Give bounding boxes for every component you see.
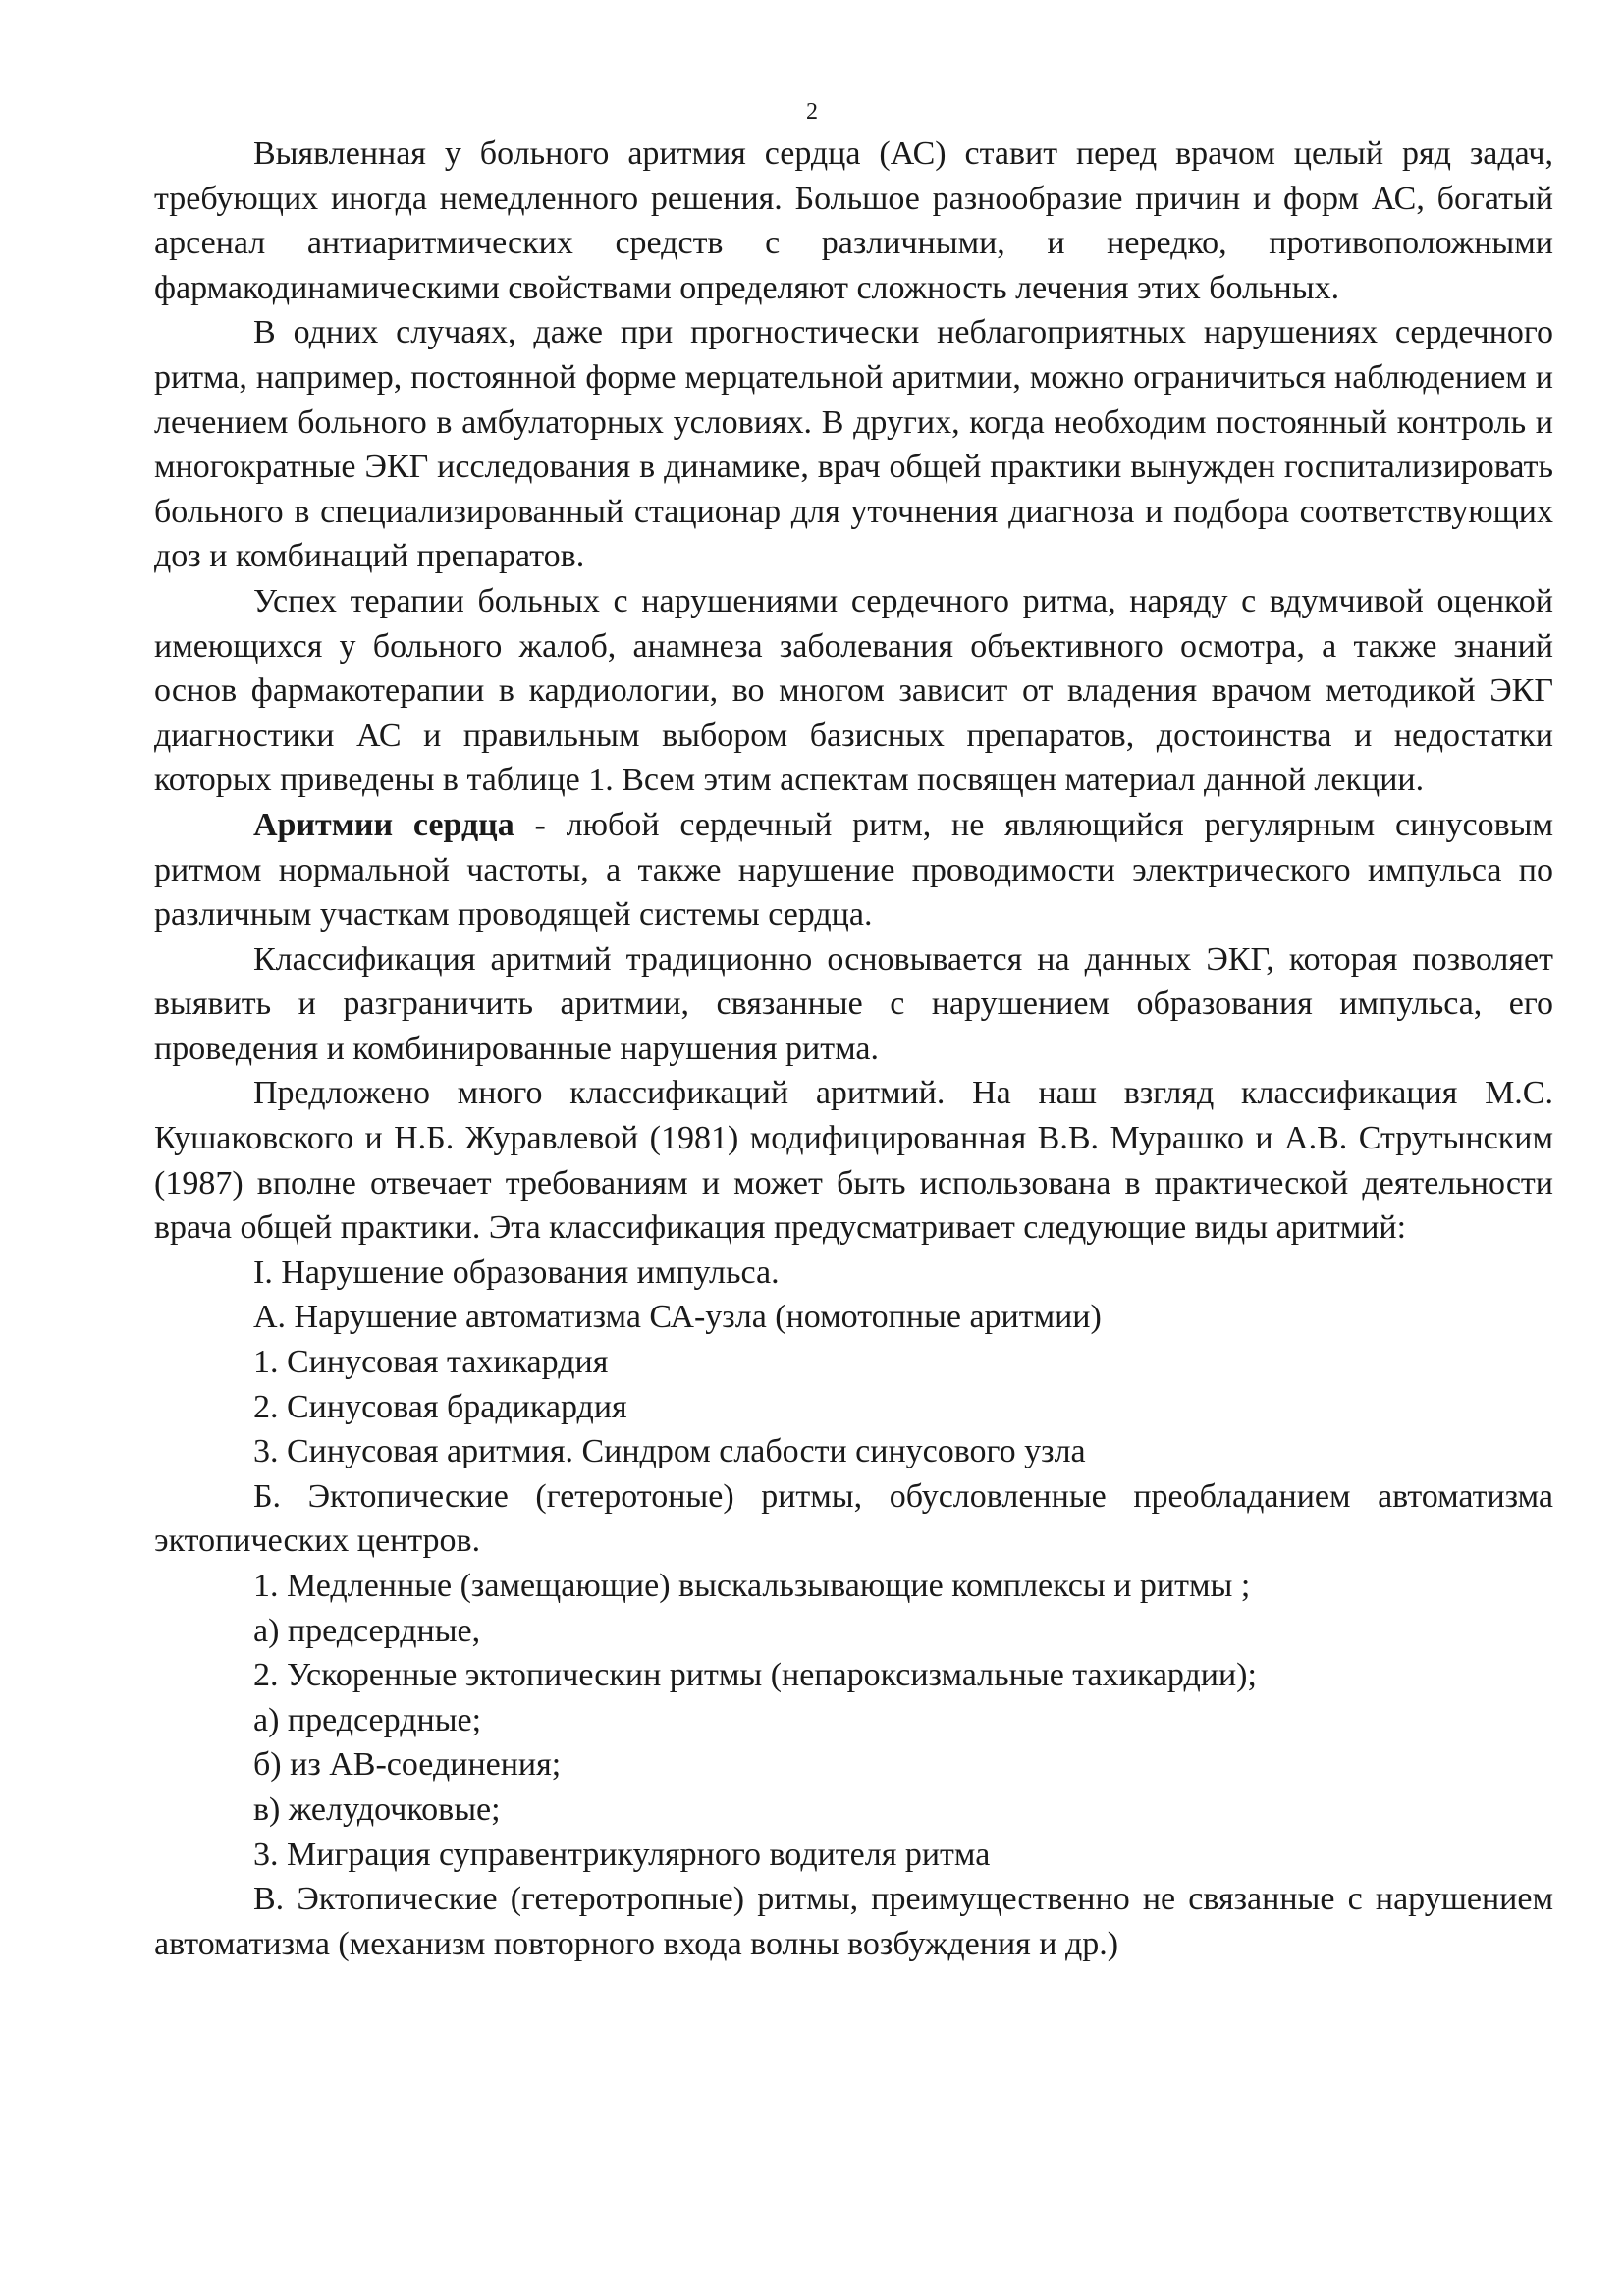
classification-item: 2. Ускоренные эктопическин ритмы (непароксизмальные тахикардии); bbox=[253, 1657, 1257, 1694]
document-body bbox=[154, 132, 1553, 1966]
classification-item: в) желудочковые; bbox=[253, 1790, 501, 1828]
classification-item: 3. Синусовая аритмия. Синдром слабости синусового узла bbox=[253, 1433, 1086, 1470]
definition-term: Аритмии сердца bbox=[253, 806, 514, 843]
classification-item: В. Эктопические (гетеротропные) ритмы, преимущественно не связанные с нарушением автоматизма (механизм повторного входа волны возбуждения и др.) bbox=[154, 1881, 1553, 1962]
classification-item: Б. Эктопические (гетеротоные) ритмы, обусловленные преобладанием автоматизма эктопических центров. bbox=[154, 1477, 1553, 1560]
classification-item: 1. Синусовая тахикардия bbox=[253, 1344, 609, 1381]
paragraph-therapy-success: Успех терапии больных с нарушениями сердечного ритма, наряду с вдумчивой оценкой имеющихся у больного жалоб, анамнеза заболевания объективного осмотра, а также знаний основ фармакотерапии в кардиологии, во многом зависит от владения врачом методикой ЭКГ диагностики АС и правильным выбором базисных препаратов, достоинства и недостатки которых приведены в таблице 1. Всем этим аспектам посвящен материал данной лекции. bbox=[154, 582, 1553, 799]
classification-item: 3. Миграция суправентрикулярного водителя ритма bbox=[253, 1836, 991, 1873]
paragraph-treatment-settings: В одних случаях, даже при прогностически неблагоприятных нарушениях сердечного ритма, например, постоянной форме мерцательной аритмии, можно ограничиться наблюдением и лечением больного в амбулаторных условиях. В других, когда необходим постоянный контроль и многократные ЭКГ исследования в динамике, врач общей практики вынужден госпитализировать больного в специализированный стационар для уточнения диагноза и подбора соответствующих доз и комбинаций препаратов. bbox=[154, 314, 1553, 575]
classification-item: А. Нарушение автоматизма СА-узла (номотопные аритмии) bbox=[253, 1299, 1102, 1336]
classification-item: 2. Синусовая брадикардия bbox=[253, 1388, 627, 1425]
paragraph-classification-intro: Предложено много классификаций аритмий. На наш взгляд классификация М.С. Кушаковского и Н.Б. Журавлевой (1981) модифицированная В.В. Мурашко и А.В. Струтынским (1987) вполне отвечает требованиям и может быть использована в практической деятельности врача общей практики. Эта классификация предусматривает следующие виды аритмий: bbox=[154, 1075, 1553, 1247]
classification-item: а) предсердные, bbox=[253, 1612, 481, 1649]
definition-text: - любой сердечный ритм, не являющийся регулярным синусовым ритмом нормальной частоты, а также нарушение проводимости электрического импульса по различным участкам проводящей системы сердца. bbox=[154, 806, 1553, 934]
paragraph-classification-basis: Классификация аритмий традиционно основывается на данных ЭКГ, которая позволяет выявить и разграничить аритмии, связанные с нарушением образования импульса, его проведения и комбинированные нарушения ритма. bbox=[154, 940, 1553, 1067]
classification-item: б) из АВ-соединения; bbox=[253, 1746, 562, 1784]
classification-item: а) предсердные; bbox=[253, 1701, 482, 1738]
paragraph-definition bbox=[154, 803, 1553, 937]
classification-item: I. Нарушение образования импульса. bbox=[253, 1254, 780, 1291]
paragraph-intro: Выявленная у больного аритмия сердца (АС) ставит перед врачом целый ряд задач, требующих иногда немедленного решения. Большое разнообразие причин и форм АС, богатый арсенал антиаритмических средств с различными, и нередко, противоположными фармакодинамическими свойствами определяют сложность лечения этих больных. bbox=[154, 135, 1553, 306]
classification-item: 1. Медленные (замещающие) выскальзывающие комплексы и ритмы ; bbox=[253, 1568, 1251, 1604]
page-number: 2 bbox=[806, 99, 818, 125]
